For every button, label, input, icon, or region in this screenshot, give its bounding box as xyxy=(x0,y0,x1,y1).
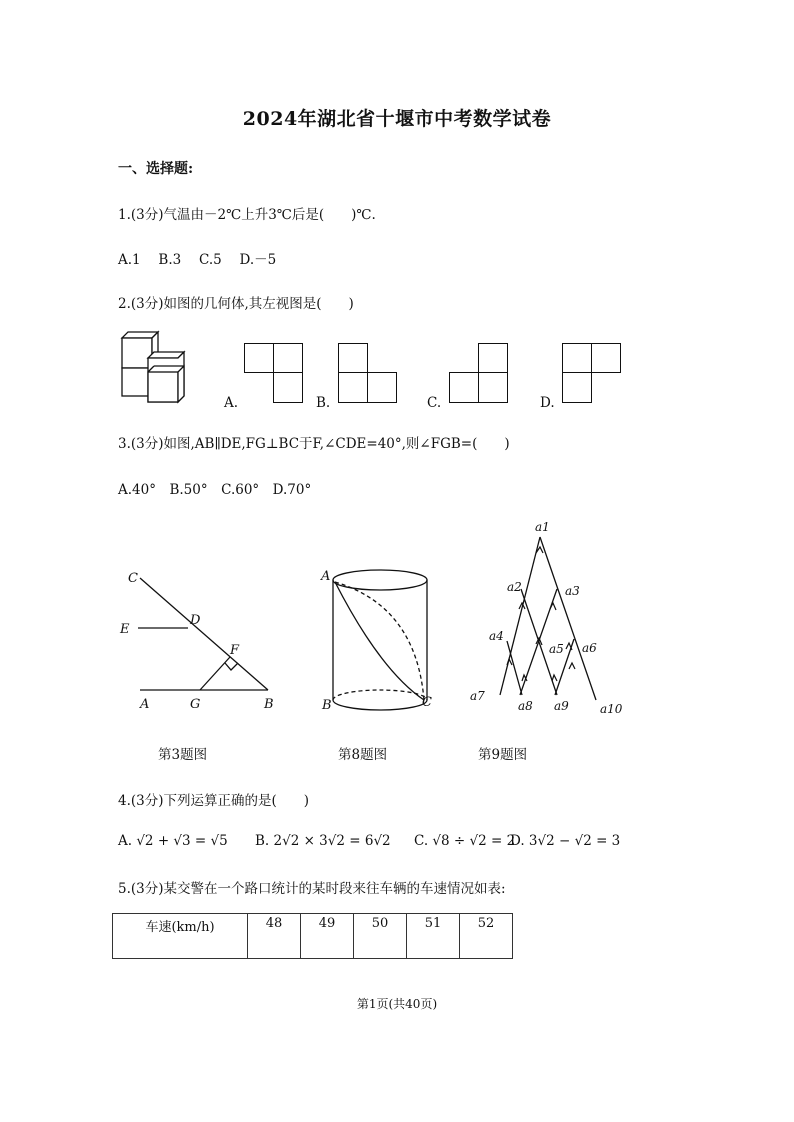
cube-solid-drawing xyxy=(118,330,190,406)
q2-label-d: D. xyxy=(540,395,555,411)
label-a3: a3 xyxy=(565,584,580,598)
figure-9-caption: 第9题图 xyxy=(478,747,528,763)
label-a: A xyxy=(321,569,331,584)
view-square xyxy=(449,372,479,403)
table-header-cell: 车速(km/h) xyxy=(113,914,248,959)
label-c: C xyxy=(422,695,432,710)
view-square xyxy=(562,343,592,373)
q5-stem: 5.(3分)某交警在一个路口统计的某时段来往车辆的车速情况如表: xyxy=(118,881,506,897)
q1-options: A.1 B.3 C.5 D.－5 xyxy=(118,252,277,268)
figure-8-caption: 第8题图 xyxy=(338,747,388,763)
q4-stem: 4.(3分)下列运算正确的是( ) xyxy=(118,793,310,809)
table-row xyxy=(113,914,513,959)
label-a4: a4 xyxy=(489,629,504,643)
q2-label-b: B. xyxy=(316,395,331,411)
label-a9: a9 xyxy=(554,699,569,713)
q4-option-b: B. 2√2 × 3√2 = 6√2 xyxy=(255,833,391,849)
page-title: 2024年湖北省十堰市中考数学试卷 xyxy=(242,108,552,130)
table-cell: 49 xyxy=(301,914,354,959)
q3-stem: 3.(3分)如图,AB∥DE,FG⊥BC于F,∠CDE=40°,则∠FGB=( ) xyxy=(118,436,510,452)
table-cell: 52 xyxy=(460,914,513,959)
label-a2: a2 xyxy=(507,580,522,594)
label-a: A xyxy=(140,697,150,712)
figure-9-lattice xyxy=(465,515,625,720)
figure-3-diagram xyxy=(110,560,290,720)
label-b: B xyxy=(264,697,274,712)
q1-stem: 1.(3分)气温由－2℃上升3℃后是( )℃. xyxy=(118,207,376,223)
q2-stem: 2.(3分)如图的几何体,其左视图是( ) xyxy=(118,296,354,312)
q2-label-c: C. xyxy=(427,395,442,411)
view-square xyxy=(562,372,592,403)
label-a7: a7 xyxy=(470,689,485,703)
q4-option-d: D. 3√2 − √2 = 3 xyxy=(510,833,621,849)
label-a10: a10 xyxy=(600,702,623,716)
figure-3-caption: 第3题图 xyxy=(158,747,208,763)
table-cell: 48 xyxy=(248,914,301,959)
q2-label-a: A. xyxy=(224,395,239,411)
section-heading: 一、选择题: xyxy=(118,161,194,177)
q3-options: A.40° B.50° C.60° D.70° xyxy=(118,482,312,498)
page-footer: 第1页(共40页) xyxy=(356,997,438,1011)
label-a5: a5 xyxy=(549,642,564,656)
label-a6: a6 xyxy=(582,641,597,655)
label-g: G xyxy=(190,697,201,712)
view-square xyxy=(273,343,303,373)
speed-table xyxy=(112,913,513,959)
view-square xyxy=(338,372,368,403)
table-cell: 50 xyxy=(354,914,407,959)
view-square xyxy=(367,372,397,403)
view-square xyxy=(591,343,621,373)
label-d: D xyxy=(190,613,201,628)
label-a1: a1 xyxy=(535,520,550,534)
label-c: C xyxy=(128,571,138,586)
view-square xyxy=(478,372,508,403)
q4-option-a: A. √2 + √3 = √5 xyxy=(118,833,228,849)
label-a8: a8 xyxy=(518,699,533,713)
view-square xyxy=(338,343,368,373)
label-b: B xyxy=(322,698,332,713)
label-f: F xyxy=(230,643,240,658)
view-square xyxy=(244,343,274,373)
view-square xyxy=(273,372,303,403)
figure-8-cylinder xyxy=(318,560,443,720)
q4-option-c: C. √8 ÷ √2 = 2 xyxy=(414,833,516,849)
table-cell: 51 xyxy=(407,914,460,959)
view-square xyxy=(478,343,508,373)
label-e: E xyxy=(120,622,130,637)
